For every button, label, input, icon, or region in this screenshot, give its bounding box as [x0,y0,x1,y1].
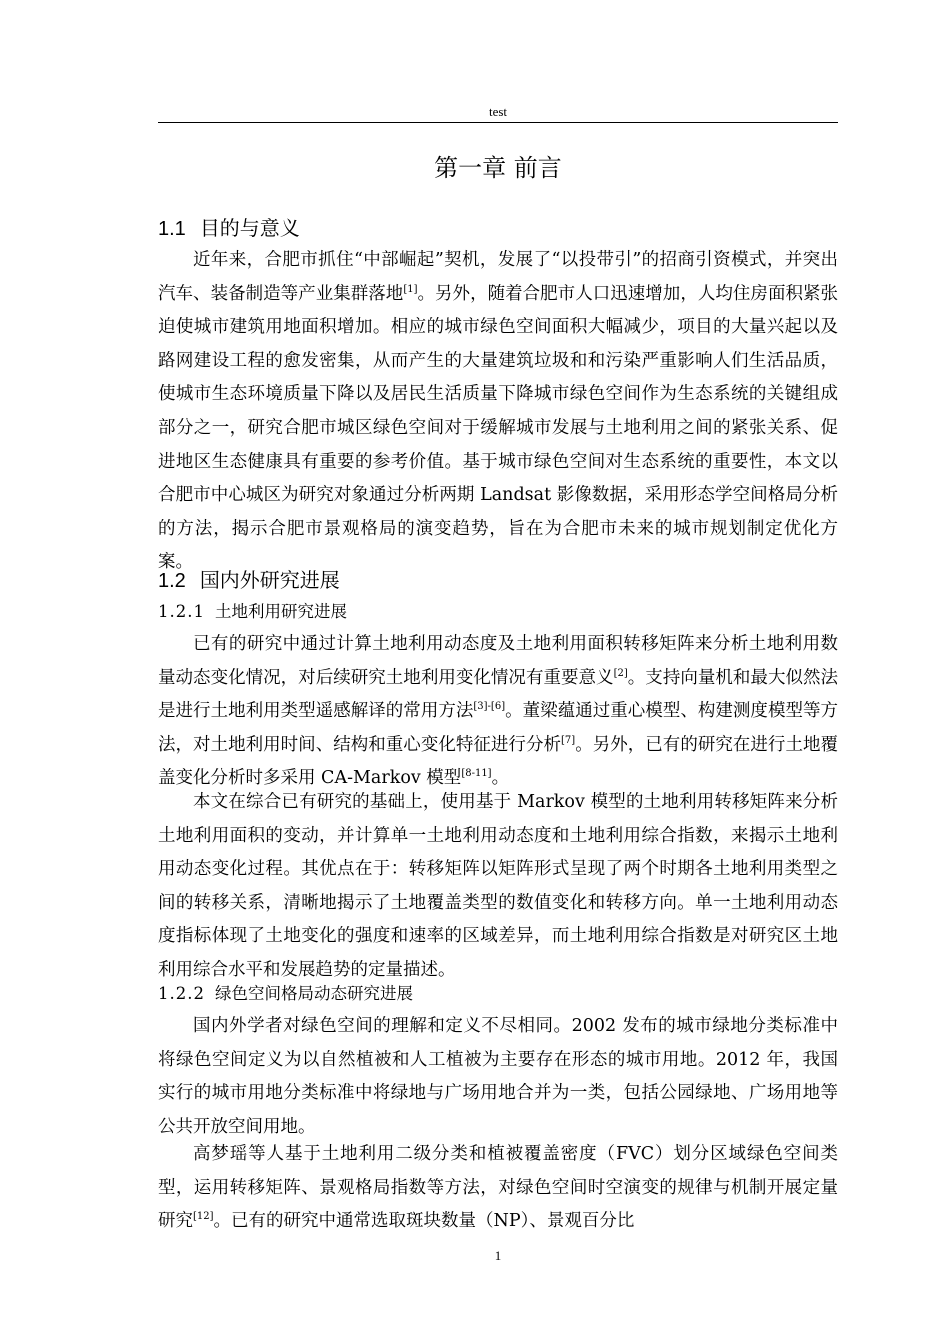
subsection-number: 1.2.2 [158,984,205,1003]
page-header: test [488,104,508,119]
paragraph-text: 高梦瑶等人基于土地利用二级分类和植被覆盖密度（FVC）划分区域绿色空间类型，运用转移矩阵、景观格局指数等方法，对绿色空间时空演变的规律与机制开展定量研究 [158,1144,838,1232]
citation: [3]-[6] [473,701,506,713]
section-heading-1-2 [158,564,340,593]
paragraph-3: 本文在综合已有研究的基础上，使用基于 Markov 模型的土地利用转移矩阵来分析土地利用面积的变动，并计算单一土地利用动态度和土地利用综合指数，来揭示土地利用动态变化过程。其优点在于：转移矩阵以矩阵形式呈现了两个时期各土地利用类型之间的转移关系，清晰地揭示了土地覆盖类型的数值变化和转移方向。单一土地利用动态度指标体现了土地变化的强度和速率的区域差异，而土地利用综合指数是对研究区土地利用综合水平和发展趋势的定量描述。 [158,792,838,980]
subsection-title: 土地利用研究进展 [214,602,347,621]
paragraph-text: 。已有的研究中通常选取斑块数量（NP）、景观百分比 [213,1211,635,1232]
paragraph-5 [158,1138,838,1239]
section-number: 1.1 [158,218,186,240]
paragraph-text: 。支持向量机和最大似然法是进行土地利用类型遥感解译的常用方法 [158,667,839,722]
section-heading-1-1 [158,212,300,241]
citation: [7] [561,734,576,746]
citation: [1] [403,283,418,295]
paragraph-text: 近年来，合肥市抓住“中部崛起”契机，发展了“以投带引”的招商引资模式，并突出汽车、装备制造等产业集群落地 [158,250,838,304]
paragraph-1 [158,244,838,580]
section-number: 1.2 [158,570,186,592]
subsection-heading-1-2-2 [158,980,413,1004]
header-rule [158,122,838,123]
paragraph-2 [158,628,838,796]
paragraph-text: 。另外，已有的研究在进行土地覆盖变化分析时多采用 CA-Markov 模型 [158,734,838,789]
section-title: 国内外研究进展 [199,568,340,592]
paragraph-4: 国内外学者对绿色空间的理解和定义不尽相同。2002 发布的城市绿地分类标准中将绿色空间定义为以自然植被和人工植被为主要存在形态的城市用地。2012 年，我国实行的城市用地分类标准中将绿地与广场用地合并为一类，包括公园绿地、广场用地等公共开放空间用地。 [158,1016,838,1137]
subsection-number: 1.2.1 [158,602,205,621]
subsection-heading-1-2-1 [158,598,347,622]
paragraph-text: 。董梁蕴通过重心模型、构建测度模型等方法，对土地利用时间、结构和重心变化特征进行分析 [158,701,839,755]
section-title: 目的与意义 [199,216,300,240]
paragraph-text: 。 [491,768,510,789]
citation: [8-11] [461,768,492,780]
citation: [2] [613,667,628,679]
page-number: 1 [494,1248,502,1263]
citation: [12] [193,1211,214,1223]
subsection-title: 绿色空间格局动态研究进展 [214,984,413,1003]
paragraph-text: 已有的研究中通过计算土地利用动态度及土地利用面积转移矩阵来分析土地利用数量动态变化情况，对后续研究土地利用变化情况有重要意义 [158,634,838,688]
paragraph-text: 。另外，随着合肥市人口迅速增加，人均住房面积紧张迫使城市建筑用地面积增加。相应的城市绿色空间面积大幅减少，项目的大量兴起以及路网建设工程的愈发密集，从而产生的大量建筑垃圾和和污染严重影响人们生活品质，使城市生态环境质量下降以及居民生活质量下降城市绿色空间作为生态系统的关键组成部分之一，研究合肥市城区绿色空间对于缓解城市发展与土地利用之间的紧张关系、促进地区生态健康具有重要的参考价值。基于城市绿色空间对生态系统的重要性，本文以合肥市中心城区为研究对象通过分析两期 Landsat 影像数据，采用形态学空间格局分析的方法，揭示合肥市景观格局的演变趋势，旨在为合肥市未来的城市规划制定优化方案。 [158,283,839,573]
chapter-title: 第一章 前言 [434,154,562,182]
